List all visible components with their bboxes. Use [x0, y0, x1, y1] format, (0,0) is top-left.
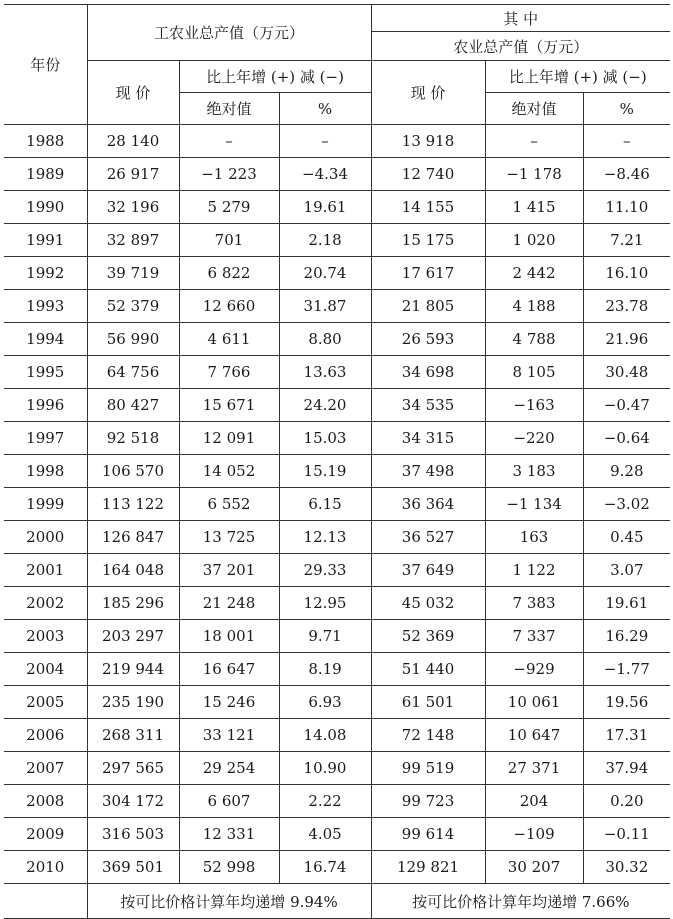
agri-percent-cell: −0.11 — [583, 818, 670, 851]
agri-value-cell: 21 805 — [371, 290, 485, 323]
agri-value-cell: 37 498 — [371, 455, 485, 488]
table-row — [4, 191, 670, 224]
total-value-cell: 297 565 — [87, 752, 179, 785]
agri-value-cell: 15 175 — [371, 224, 485, 257]
total-value-cell: 26 917 — [87, 158, 179, 191]
total-percent-cell: 31.87 — [279, 290, 371, 323]
total-percent-cell: 14.08 — [279, 719, 371, 752]
year-cell: 2007 — [4, 752, 87, 785]
agri-percent-cell: −0.47 — [583, 389, 670, 422]
agri-percent-cell: 16.10 — [583, 257, 670, 290]
total-value-cell: 56 990 — [87, 323, 179, 356]
total-value-cell: 164 048 — [87, 554, 179, 587]
table-row — [4, 587, 670, 620]
table-row — [4, 719, 670, 752]
total-percent-cell: 29.33 — [279, 554, 371, 587]
agri-absolute-cell: – — [485, 125, 583, 158]
total-absolute-cell: 13 725 — [179, 521, 279, 554]
total-value-cell: 185 296 — [87, 587, 179, 620]
table-row — [4, 752, 670, 785]
table-row — [4, 290, 670, 323]
table-body — [4, 125, 670, 884]
total-absolute-cell: 12 660 — [179, 290, 279, 323]
total-absolute-cell: 7 766 — [179, 356, 279, 389]
total-absolute-cell: 18 001 — [179, 620, 279, 653]
agri-absolute-cell: −929 — [485, 653, 583, 686]
total-absolute-cell: 33 121 — [179, 719, 279, 752]
total-value-cell: 268 311 — [87, 719, 179, 752]
year-cell: 1988 — [4, 125, 87, 158]
total-percent-header: % — [279, 93, 371, 125]
total-percent-cell: 16.74 — [279, 851, 371, 884]
year-cell: 2005 — [4, 686, 87, 719]
total-value-cell: 39 719 — [87, 257, 179, 290]
total-absolute-cell: 37 201 — [179, 554, 279, 587]
total-absolute-cell: – — [179, 125, 279, 158]
agri-percent-cell: 16.29 — [583, 620, 670, 653]
agri-absolute-cell: −1 178 — [485, 158, 583, 191]
agri-absolute-cell: 10 061 — [485, 686, 583, 719]
agri-percent-cell: 21.96 — [583, 323, 670, 356]
total-absolute-cell: 5 279 — [179, 191, 279, 224]
total-percent-cell: 12.13 — [279, 521, 371, 554]
year-header: 年份 — [4, 5, 87, 125]
year-cell: 2003 — [4, 620, 87, 653]
total-change-header: 比上年增 (+) 减 (−) — [179, 61, 371, 93]
agri-value-cell: 129 821 — [371, 851, 485, 884]
total-value-cell: 203 297 — [87, 620, 179, 653]
total-value-cell: 106 570 — [87, 455, 179, 488]
total-absolute-cell: 6 607 — [179, 785, 279, 818]
total-percent-cell: 15.03 — [279, 422, 371, 455]
total-value-cell: 219 944 — [87, 653, 179, 686]
total-absolute-cell: −1 223 — [179, 158, 279, 191]
agri-percent-cell: 37.94 — [583, 752, 670, 785]
total-percent-cell: −4.34 — [279, 158, 371, 191]
table-row — [4, 653, 670, 686]
table-row — [4, 422, 670, 455]
table-row — [4, 455, 670, 488]
year-cell: 2002 — [4, 587, 87, 620]
footer-blank-cell — [4, 884, 87, 919]
agri-percent-cell: 0.20 — [583, 785, 670, 818]
year-cell: 2006 — [4, 719, 87, 752]
agri-percent-cell: 23.78 — [583, 290, 670, 323]
agri-absolute-cell: 3 183 — [485, 455, 583, 488]
growth-footer-row — [4, 884, 670, 919]
agri-value-cell: 12 740 — [371, 158, 485, 191]
total-absolute-cell: 701 — [179, 224, 279, 257]
agri-absolute-cell: 1 122 — [485, 554, 583, 587]
total-value-cell: 28 140 — [87, 125, 179, 158]
year-cell: 2009 — [4, 818, 87, 851]
agri-output-header: 农业总产值（万元） — [371, 32, 670, 61]
agri-percent-cell: −1.77 — [583, 653, 670, 686]
total-percent-cell: 13.63 — [279, 356, 371, 389]
agri-absolute-cell: 27 371 — [485, 752, 583, 785]
table-row — [4, 785, 670, 818]
total-percent-cell: 12.95 — [279, 587, 371, 620]
table-row — [4, 620, 670, 653]
total-percent-cell: 8.19 — [279, 653, 371, 686]
table-row — [4, 554, 670, 587]
total-value-cell: 126 847 — [87, 521, 179, 554]
total-value-cell: 316 503 — [87, 818, 179, 851]
total-absolute-cell: 29 254 — [179, 752, 279, 785]
table-row — [4, 521, 670, 554]
year-cell: 1996 — [4, 389, 87, 422]
total-absolute-cell: 12 331 — [179, 818, 279, 851]
agri-absolute-cell: 4 788 — [485, 323, 583, 356]
table-row — [4, 686, 670, 719]
year-cell: 1991 — [4, 224, 87, 257]
agri-value-cell: 99 723 — [371, 785, 485, 818]
output-value-table — [4, 4, 670, 919]
agri-percent-cell: 3.07 — [583, 554, 670, 587]
agri-value-cell: 14 155 — [371, 191, 485, 224]
agri-absolute-cell: −220 — [485, 422, 583, 455]
year-cell: 2004 — [4, 653, 87, 686]
agri-growth-note: 按可比价格计算年均递增 7.66% — [371, 884, 670, 919]
agri-value-cell: 34 698 — [371, 356, 485, 389]
total-absolute-cell: 16 647 — [179, 653, 279, 686]
table-row — [4, 158, 670, 191]
agri-percent-cell: 17.31 — [583, 719, 670, 752]
total-percent-cell: 15.19 — [279, 455, 371, 488]
year-cell: 2010 — [4, 851, 87, 884]
agri-absolute-header: 绝对值 — [485, 93, 583, 125]
agri-percent-cell: 19.56 — [583, 686, 670, 719]
total-absolute-cell: 14 052 — [179, 455, 279, 488]
total-percent-cell: 10.90 — [279, 752, 371, 785]
year-cell: 1992 — [4, 257, 87, 290]
agri-percent-cell: −8.46 — [583, 158, 670, 191]
year-cell: 2001 — [4, 554, 87, 587]
total-absolute-cell: 15 671 — [179, 389, 279, 422]
total-value-cell: 235 190 — [87, 686, 179, 719]
agri-percent-cell: −3.02 — [583, 488, 670, 521]
table-row — [4, 389, 670, 422]
total-value-cell: 32 897 — [87, 224, 179, 257]
table-row — [4, 818, 670, 851]
year-cell: 1994 — [4, 323, 87, 356]
agri-value-cell: 99 614 — [371, 818, 485, 851]
agri-absolute-cell: 4 188 — [485, 290, 583, 323]
agri-absolute-cell: 1 415 — [485, 191, 583, 224]
agri-value-cell: 36 364 — [371, 488, 485, 521]
year-cell: 1993 — [4, 290, 87, 323]
total-value-cell: 92 518 — [87, 422, 179, 455]
agri-value-cell: 72 148 — [371, 719, 485, 752]
total-output-header: 工农业总产值（万元） — [87, 5, 371, 61]
year-cell: 1995 — [4, 356, 87, 389]
agri-change-header: 比上年增 (+) 减 (−) — [485, 61, 670, 93]
total-percent-cell: 20.74 — [279, 257, 371, 290]
table-row — [4, 488, 670, 521]
agri-value-cell: 37 649 — [371, 554, 485, 587]
agri-absolute-cell: 1 020 — [485, 224, 583, 257]
agri-absolute-cell: −1 134 — [485, 488, 583, 521]
agri-percent-cell: – — [583, 125, 670, 158]
agri-value-cell: 13 918 — [371, 125, 485, 158]
total-percent-cell: – — [279, 125, 371, 158]
year-cell: 1998 — [4, 455, 87, 488]
agri-percent-cell: 0.45 — [583, 521, 670, 554]
total-absolute-cell: 21 248 — [179, 587, 279, 620]
total-growth-note: 按可比价格计算年均递增 9.94% — [87, 884, 371, 919]
agri-percent-cell: 30.48 — [583, 356, 670, 389]
total-value-cell: 64 756 — [87, 356, 179, 389]
agri-absolute-cell: 7 383 — [485, 587, 583, 620]
total-absolute-cell: 6 822 — [179, 257, 279, 290]
agri-value-cell: 45 032 — [371, 587, 485, 620]
agri-percent-cell: 30.32 — [583, 851, 670, 884]
agri-percent-cell: 11.10 — [583, 191, 670, 224]
total-current-price-header: 现 价 — [87, 61, 179, 125]
year-cell: 2008 — [4, 785, 87, 818]
total-percent-cell: 8.80 — [279, 323, 371, 356]
agri-value-cell: 26 593 — [371, 323, 485, 356]
agri-absolute-cell: 163 — [485, 521, 583, 554]
agri-value-cell: 34 535 — [371, 389, 485, 422]
agri-current-price-header: 现 价 — [371, 61, 485, 125]
agri-absolute-cell: −163 — [485, 389, 583, 422]
total-value-cell: 304 172 — [87, 785, 179, 818]
total-percent-cell: 24.20 — [279, 389, 371, 422]
year-cell: 1989 — [4, 158, 87, 191]
table-row — [4, 851, 670, 884]
table-row — [4, 257, 670, 290]
year-cell: 2000 — [4, 521, 87, 554]
agri-absolute-cell: 30 207 — [485, 851, 583, 884]
agri-value-cell: 52 369 — [371, 620, 485, 653]
agri-percent-cell: 9.28 — [583, 455, 670, 488]
agri-percent-cell: 19.61 — [583, 587, 670, 620]
total-value-cell: 369 501 — [87, 851, 179, 884]
total-value-cell: 113 122 — [87, 488, 179, 521]
agri-value-cell: 34 315 — [371, 422, 485, 455]
agri-percent-header: % — [583, 93, 670, 125]
agri-value-cell: 51 440 — [371, 653, 485, 686]
total-percent-cell: 6.93 — [279, 686, 371, 719]
agri-absolute-cell: 8 105 — [485, 356, 583, 389]
total-percent-cell: 2.22 — [279, 785, 371, 818]
total-percent-cell: 19.61 — [279, 191, 371, 224]
agri-percent-cell: −0.64 — [583, 422, 670, 455]
table-row — [4, 125, 670, 158]
agri-absolute-cell: 204 — [485, 785, 583, 818]
agri-absolute-cell: −109 — [485, 818, 583, 851]
table-row — [4, 224, 670, 257]
agri-value-cell: 61 501 — [371, 686, 485, 719]
total-absolute-cell: 52 998 — [179, 851, 279, 884]
total-value-cell: 52 379 — [87, 290, 179, 323]
total-value-cell: 32 196 — [87, 191, 179, 224]
total-absolute-cell: 4 611 — [179, 323, 279, 356]
agri-percent-cell: 7.21 — [583, 224, 670, 257]
agri-absolute-cell: 10 647 — [485, 719, 583, 752]
year-cell: 1997 — [4, 422, 87, 455]
total-value-cell: 80 427 — [87, 389, 179, 422]
agri-value-cell: 36 527 — [371, 521, 485, 554]
agri-absolute-cell: 2 442 — [485, 257, 583, 290]
agri-absolute-cell: 7 337 — [485, 620, 583, 653]
subtotal-header: 其 中 — [371, 5, 670, 32]
total-percent-cell: 9.71 — [279, 620, 371, 653]
agri-value-cell: 17 617 — [371, 257, 485, 290]
total-percent-cell: 2.18 — [279, 224, 371, 257]
table-row — [4, 323, 670, 356]
agri-value-cell: 99 519 — [371, 752, 485, 785]
total-percent-cell: 4.05 — [279, 818, 371, 851]
year-cell: 1999 — [4, 488, 87, 521]
total-absolute-header: 绝对值 — [179, 93, 279, 125]
total-absolute-cell: 12 091 — [179, 422, 279, 455]
year-cell: 1990 — [4, 191, 87, 224]
total-absolute-cell: 6 552 — [179, 488, 279, 521]
total-absolute-cell: 15 246 — [179, 686, 279, 719]
total-percent-cell: 6.15 — [279, 488, 371, 521]
table-row — [4, 356, 670, 389]
